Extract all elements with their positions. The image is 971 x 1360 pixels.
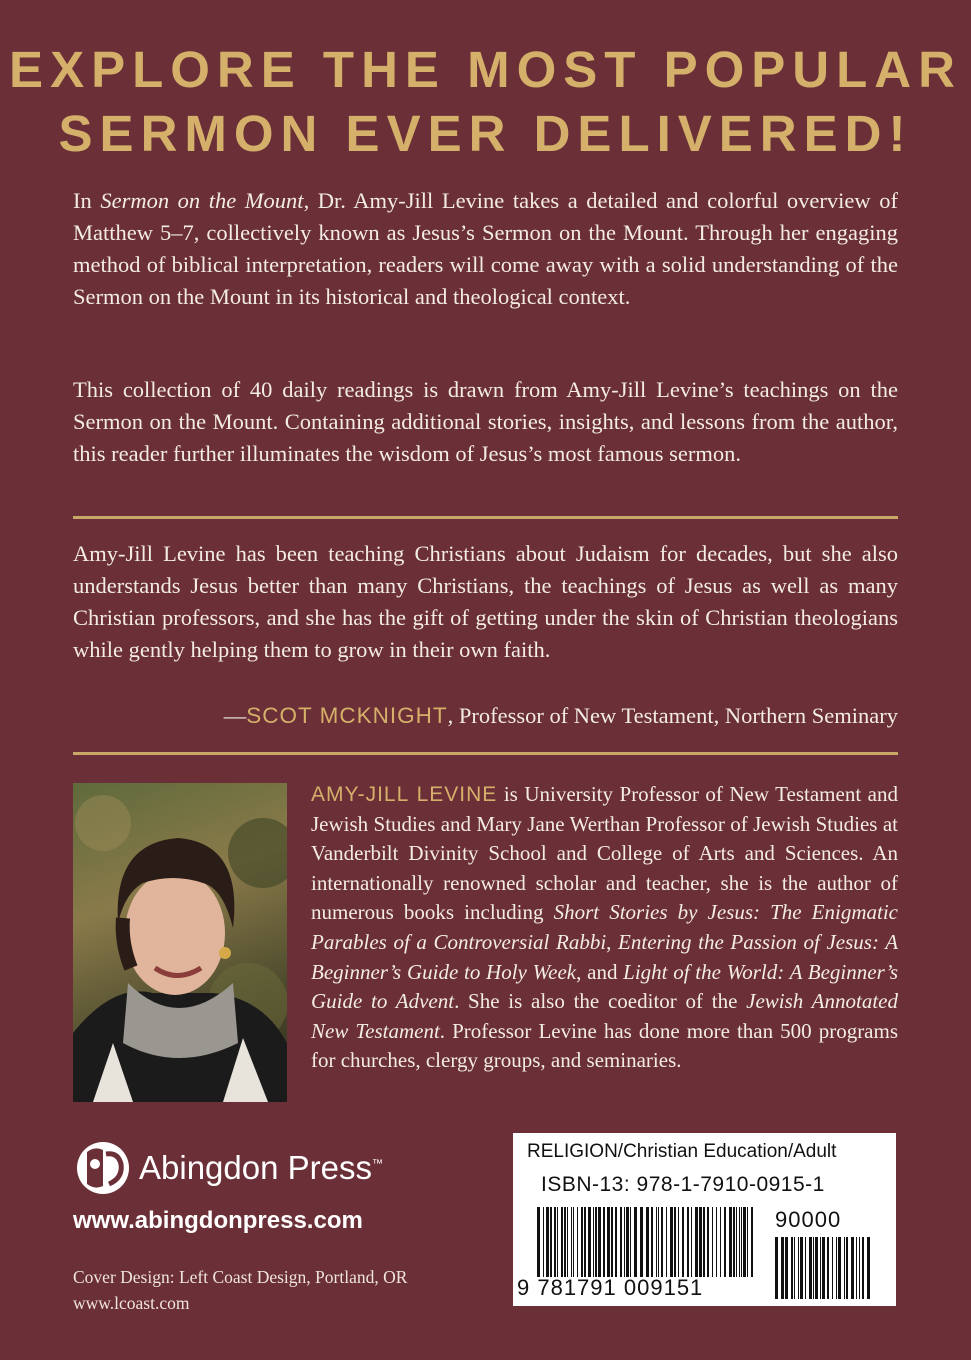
barcode-bar <box>805 1237 806 1299</box>
barcode-bar <box>567 1207 568 1277</box>
barcode-bar <box>832 1237 833 1299</box>
publisher-logo <box>73 1138 383 1198</box>
cover-credit-line-2: www.lcoast.com <box>73 1293 190 1313</box>
author-bio <box>311 780 898 1076</box>
barcode-bar <box>838 1237 841 1299</box>
barcode-bar <box>581 1207 583 1277</box>
barcode-bar <box>809 1237 812 1299</box>
cover-credit <box>73 1264 407 1316</box>
trademark-symbol: ™ <box>371 1158 383 1170</box>
book-light-of-world: Light of the World: A Beginner’s Guide to Advent <box>311 959 899 1014</box>
isbn-barcode <box>537 1207 757 1277</box>
barcode-bar <box>656 1207 657 1277</box>
barcode-bar <box>800 1237 803 1299</box>
barcode-bar <box>791 1237 793 1299</box>
barcode-bar <box>626 1207 629 1277</box>
barcode-bar <box>682 1207 684 1277</box>
endorser-affiliation: , Professor of New Testament, Northern Seminary <box>447 703 898 728</box>
barcode-bar <box>743 1207 746 1277</box>
barcode-bar <box>703 1207 705 1277</box>
barcode-bar <box>827 1237 829 1299</box>
barcode-bar <box>846 1237 848 1299</box>
barcode-bar <box>634 1207 637 1277</box>
barcode-bar <box>844 1237 845 1299</box>
barcode-bar <box>751 1207 753 1277</box>
headline <box>0 38 971 166</box>
barcode-box <box>513 1133 896 1306</box>
barcode-bar <box>687 1207 689 1277</box>
barcode-bar <box>822 1237 825 1299</box>
barcode-bar <box>646 1207 649 1277</box>
barcode-digits: 9 781791 009151 <box>517 1275 704 1300</box>
endorsement-attribution <box>73 700 898 732</box>
barcode-bar <box>724 1207 726 1277</box>
barcode-bar <box>640 1207 643 1277</box>
barcode-bar <box>543 1207 544 1277</box>
headline-line-1: EXPLORE THE MOST POPULAR <box>9 41 962 98</box>
barcode-bar <box>739 1207 740 1277</box>
cover-credit-line-1: Cover Design: Left Coast Design, Portland, OR <box>73 1267 408 1287</box>
barcode-bar <box>603 1207 605 1277</box>
barcode-bar <box>729 1207 732 1277</box>
barcode-bar <box>584 1207 586 1277</box>
endorser-name: SCOT MCKNIGHT <box>246 703 448 728</box>
publisher-name <box>139 1149 383 1187</box>
isbn-label: ISBN-13: 978-1-7910-0915-1 <box>541 1173 825 1196</box>
description-paragraph-2: This collection of 40 daily readings is drawn from Amy-Jill Levine’s teachings on the Sermon on the Mount. Containing additional stories, insights, and lessons from the author, this reader further illuminates the wisdom of Jesus’s most famous sermon. <box>73 377 898 466</box>
barcode-bar <box>546 1207 549 1277</box>
book-entering-passion: Entering the Passion of Jesus: A Beginner’s Guide to Holy Week <box>311 929 899 984</box>
bio-text-b: . She is also the coeditor of the <box>454 989 747 1014</box>
bio-separator-1: , <box>606 929 619 954</box>
bisac-category: RELIGION/Christian Education/Adult <box>527 1141 837 1162</box>
price-barcode <box>775 1237 875 1299</box>
author-photo <box>73 783 287 1102</box>
barcode-bar <box>747 1207 748 1277</box>
description-intro: In <box>73 188 101 213</box>
barcode-bar <box>615 1207 617 1277</box>
barcode-bar <box>598 1207 601 1277</box>
barcode-bar <box>661 1207 663 1277</box>
abingdon-mark-icon <box>73 1140 133 1196</box>
barcode-bar <box>550 1207 552 1277</box>
barcode-bar <box>573 1207 574 1277</box>
barcode-bar <box>607 1207 610 1277</box>
barcode-bar <box>695 1207 698 1277</box>
barcode-bar <box>720 1207 721 1277</box>
barcode-bar <box>561 1207 563 1277</box>
barcode-bar <box>785 1237 788 1299</box>
divider-bottom <box>73 752 898 755</box>
barcode-bar <box>867 1237 870 1299</box>
author-name: AMY-JILL LEVINE <box>311 783 498 806</box>
barcode-bar <box>851 1237 854 1299</box>
barcode-bar <box>815 1237 818 1299</box>
barcode-bar <box>595 1207 597 1277</box>
barcode-bar <box>856 1237 857 1299</box>
barcode-bar <box>620 1207 622 1277</box>
bio-text-c: . Professor Levine has done more than 500 programs for churches, clergy groups, and seminaries. <box>311 1018 899 1073</box>
price-code: 90000 <box>775 1207 842 1232</box>
book-jewish-annotated: Jewish Annotated New Testament <box>311 989 898 1043</box>
book-title: Sermon on the Mount <box>100 188 304 213</box>
barcode-bar <box>571 1207 572 1277</box>
author-portrait-illustration <box>73 783 287 1102</box>
barcode-bar <box>712 1207 713 1277</box>
headline-line-2: SERMON EVER DELIVERED! <box>58 105 913 162</box>
barcode-bar <box>716 1207 717 1277</box>
barcode-bar <box>794 1237 795 1299</box>
barcode-bar <box>624 1207 625 1277</box>
barcode-bar <box>588 1207 591 1277</box>
barcode-bar <box>554 1207 556 1277</box>
barcode-bar <box>775 1237 778 1299</box>
book-short-stories: Short Stories by Jesus: The Enigmatic Parables of a Controversial Rabbi <box>311 900 898 954</box>
description-body: , Dr. Amy-Jill Levine takes a detailed and colorful overview of Matthew 5–7, collectively known as Jesus’s Sermon on the Mount. Through her engaging method of biblical interpretation, readers will come away with a solid understanding of the Sermon on the Mount in its historical and theological context. <box>73 188 898 309</box>
attribution-dash: — <box>223 703 247 728</box>
barcode-bar <box>630 1207 631 1277</box>
barcode-bar <box>699 1207 702 1277</box>
barcode-bar <box>736 1207 737 1277</box>
publisher-website: www.abingdonpress.com <box>73 1207 363 1234</box>
barcode-bar <box>670 1207 673 1277</box>
barcode-bar <box>781 1237 784 1299</box>
barcode-bar <box>611 1207 613 1277</box>
barcode-bar <box>741 1207 742 1277</box>
barcode-bar <box>678 1207 679 1277</box>
barcode-bar <box>798 1237 799 1299</box>
barcode-bar <box>813 1237 814 1299</box>
barcode-bar <box>820 1237 821 1299</box>
publisher-name-text: Abingdon Press <box>139 1149 372 1186</box>
barcode-bar <box>577 1207 578 1277</box>
barcode-bar <box>593 1207 594 1277</box>
divider-top <box>73 516 898 519</box>
barcode-bar <box>651 1207 653 1277</box>
barcode-bar <box>862 1237 864 1299</box>
barcode-bar <box>537 1207 540 1277</box>
description-paragraph-1 <box>73 185 898 313</box>
barcode-bar <box>564 1207 566 1277</box>
bio-text-a: is University Professor of New Testament and Jewish Studies and Mary Jane Werthan Professor of Jewish Studies at Vanderbilt Divinity School and College of Arts and Sciences. An internationally renowned scholar and teacher, she is the author of numerous books including <box>311 782 898 925</box>
barcode-bar <box>733 1207 735 1277</box>
barcode-bar <box>557 1207 558 1277</box>
barcode-bar <box>836 1237 837 1299</box>
barcode-bar <box>658 1207 659 1277</box>
barcode-bar <box>666 1207 667 1277</box>
barcode-bar <box>691 1207 692 1277</box>
barcode-bar <box>859 1237 860 1299</box>
endorsement-quote: Amy-Jill Levine has been teaching Christians about Judaism for decades, but she also understands Jesus better than many Christians, the teachings of Jesus as well as many Christian professors, and she has the gift of getting under the skin of Christian theologians while gently helping them to grow in their own faith. <box>73 541 898 662</box>
barcode-bar <box>674 1207 676 1277</box>
barcode-bar <box>707 1207 709 1277</box>
bio-separator-2: , and <box>576 959 624 984</box>
